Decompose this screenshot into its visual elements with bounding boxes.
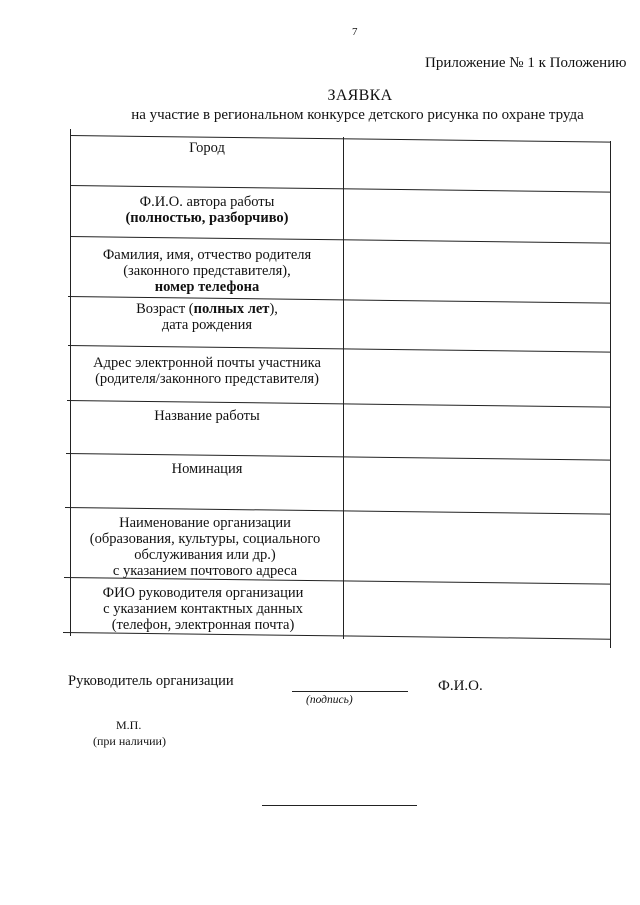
document-subtitle: на участие в региональном конкурсе детского рисунка по охране труда [131,107,584,123]
bottom-line [262,805,417,806]
row-label-organization-head: ФИО руководителя организации с указанием контактных данных (телефон, электронная почта) [102,585,304,633]
row-label-nomination: Номинация [171,461,243,477]
row-label-organization: Наименование организации (образования, культуры, социального обслуживания или др.) с указанием почтового адреса [89,515,321,579]
table-border-bottom [63,632,611,640]
stamp-label: М.П. [116,718,142,732]
appendix-heading: Приложение № 1 к Положению [425,55,627,71]
signature-line [292,691,408,692]
row-label-city: Город [189,140,225,156]
row-divider [65,507,611,515]
document-title: ЗАЯВКА [327,87,393,104]
page-number: 7 [352,26,358,38]
row-label-author-name: Ф.И.О. автора работы (полностью, разборчиво) [125,194,289,226]
row-label-parent-name: Фамилия, имя, отчество родителя (законного представителя), номер телефона [102,247,312,295]
signature-label: Руководитель организации [68,673,234,689]
row-label-work-title: Название работы [154,408,260,424]
fio-label: Ф.И.О. [438,678,483,694]
row-label-email: Адрес электронной почты участника (родителя/законного представителя) [93,355,321,387]
row-divider [66,453,611,461]
row-divider [67,400,611,408]
row-divider [70,185,611,193]
table-border-middle [343,137,344,639]
table-border-right [610,141,611,648]
row-divider [68,345,611,353]
row-divider [70,236,611,244]
signature-hint: (подпись) [306,694,353,706]
stamp-note: (при наличии) [93,734,166,748]
row-label-age: Возраст (полных лет), дата рождения [136,301,278,333]
